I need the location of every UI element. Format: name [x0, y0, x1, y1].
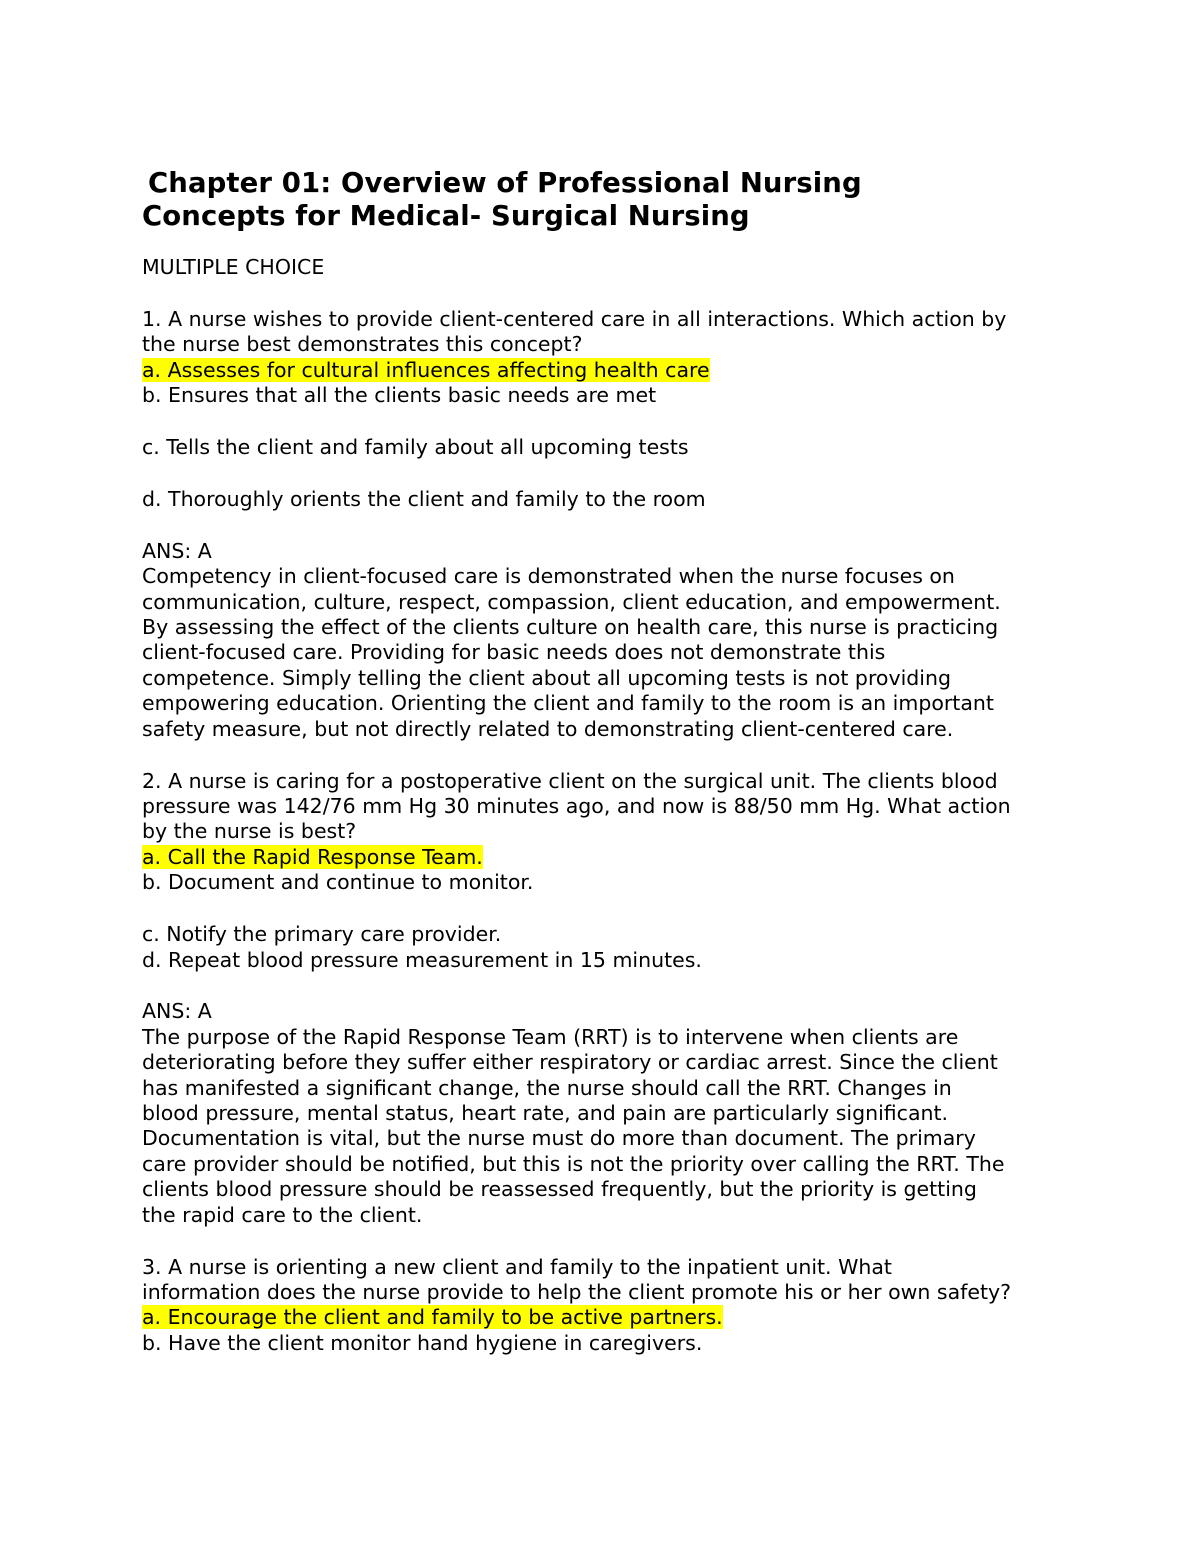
rationale-line: Competency in client-focused care is demonstrated when the nurse focuses on: [142, 564, 955, 589]
option: d. Repeat blood pressure measurement in 15 minutes.: [142, 947, 702, 972]
question-3: [142, 1255, 1072, 1357]
rationale-line: The purpose of the Rapid Response Team (RRT) is to intervene when clients are: [142, 1024, 959, 1049]
rationale-line: Documentation is vital, but the nurse must do more than document. The primary: [142, 1126, 976, 1151]
rationale-line: safety measure, but not directly related to demonstrating client-centered care.: [142, 716, 954, 741]
question-stem-line: 2. A nurse is caring for a postoperative client on the surgical unit. The clients blood: [142, 768, 998, 793]
option: c. Notify the primary care provider.: [142, 922, 502, 947]
rationale-line: empowering education. Orienting the client and family to the room is an important: [142, 691, 994, 716]
document-body: [142, 255, 1072, 1356]
correct-option: a. Assesses for cultural influences affecting health care: [142, 357, 710, 382]
title-line-2: Concepts for Medical- Surgical Nursing: [142, 200, 750, 232]
document-page: [142, 167, 1072, 1356]
question-stem-line: pressure was 142/76 mm Hg 30 minutes ago, and now is 88/50 mm Hg. What action: [142, 794, 1011, 818]
rationale-line: clients blood pressure should be reassessed frequently, but the priority is getting: [142, 1177, 977, 1202]
question-stem-line: information does the nurse provide to help the client promote his or her own safety?: [142, 1280, 1012, 1304]
rationale-line: has manifested a significant change, the nurse should call the RRT. Changes in: [142, 1075, 952, 1100]
option: b. Ensures that all the clients basic needs are met: [142, 383, 657, 408]
correct-option: a. Encourage the client and family to be active partners.: [142, 1305, 723, 1330]
section-heading: MULTIPLE CHOICE: [142, 255, 325, 279]
question-stem-line: by the nurse is best?: [142, 819, 357, 844]
answer-key: ANS: A: [142, 999, 212, 1024]
question-2: [142, 769, 1072, 1229]
rationale-line: competence. Simply telling the client about all upcoming tests is not providing: [142, 665, 951, 690]
question-stem-line: 1. A nurse wishes to provide client-centered care in all interactions. Which action by: [142, 306, 1007, 331]
option: c. Tells the client and family about all upcoming tests: [142, 435, 689, 460]
rationale-line: By assessing the effect of the clients culture on health care, this nurse is practicing: [142, 615, 999, 640]
question-stem-line: 3. A nurse is orienting a new client and family to the inpatient unit. What: [142, 1254, 892, 1279]
page-title: [142, 167, 1072, 233]
correct-option: a. Call the Rapid Response Team.: [142, 844, 483, 869]
rationale-line: client-focused care. Providing for basic needs does not demonstrate this: [142, 640, 886, 665]
option: b. Document and continue to monitor.: [142, 870, 534, 895]
rationale-line: the rapid care to the client.: [142, 1202, 423, 1227]
rationale-line: care provider should be notified, but this is not the priority over calling the RRT. The: [142, 1151, 1005, 1176]
rationale-line: blood pressure, mental status, heart rate, and pain are particularly significant.: [142, 1101, 949, 1126]
question-1: [142, 307, 1072, 742]
title-line-1: Chapter 01: Overview of Professional Nursing: [148, 167, 862, 199]
answer-key: ANS: A: [142, 538, 212, 563]
rationale-line: communication, culture, respect, compassion, client education, and empowerment.: [142, 589, 1001, 614]
option: d. Thoroughly orients the client and family to the room: [142, 486, 706, 511]
rationale-line: deteriorating before they suffer either respiratory or cardiac arrest. Since the client: [142, 1050, 998, 1075]
question-stem-line: the nurse best demonstrates this concept?: [142, 332, 583, 357]
option: b. Have the client monitor hand hygiene in caregivers.: [142, 1330, 703, 1355]
